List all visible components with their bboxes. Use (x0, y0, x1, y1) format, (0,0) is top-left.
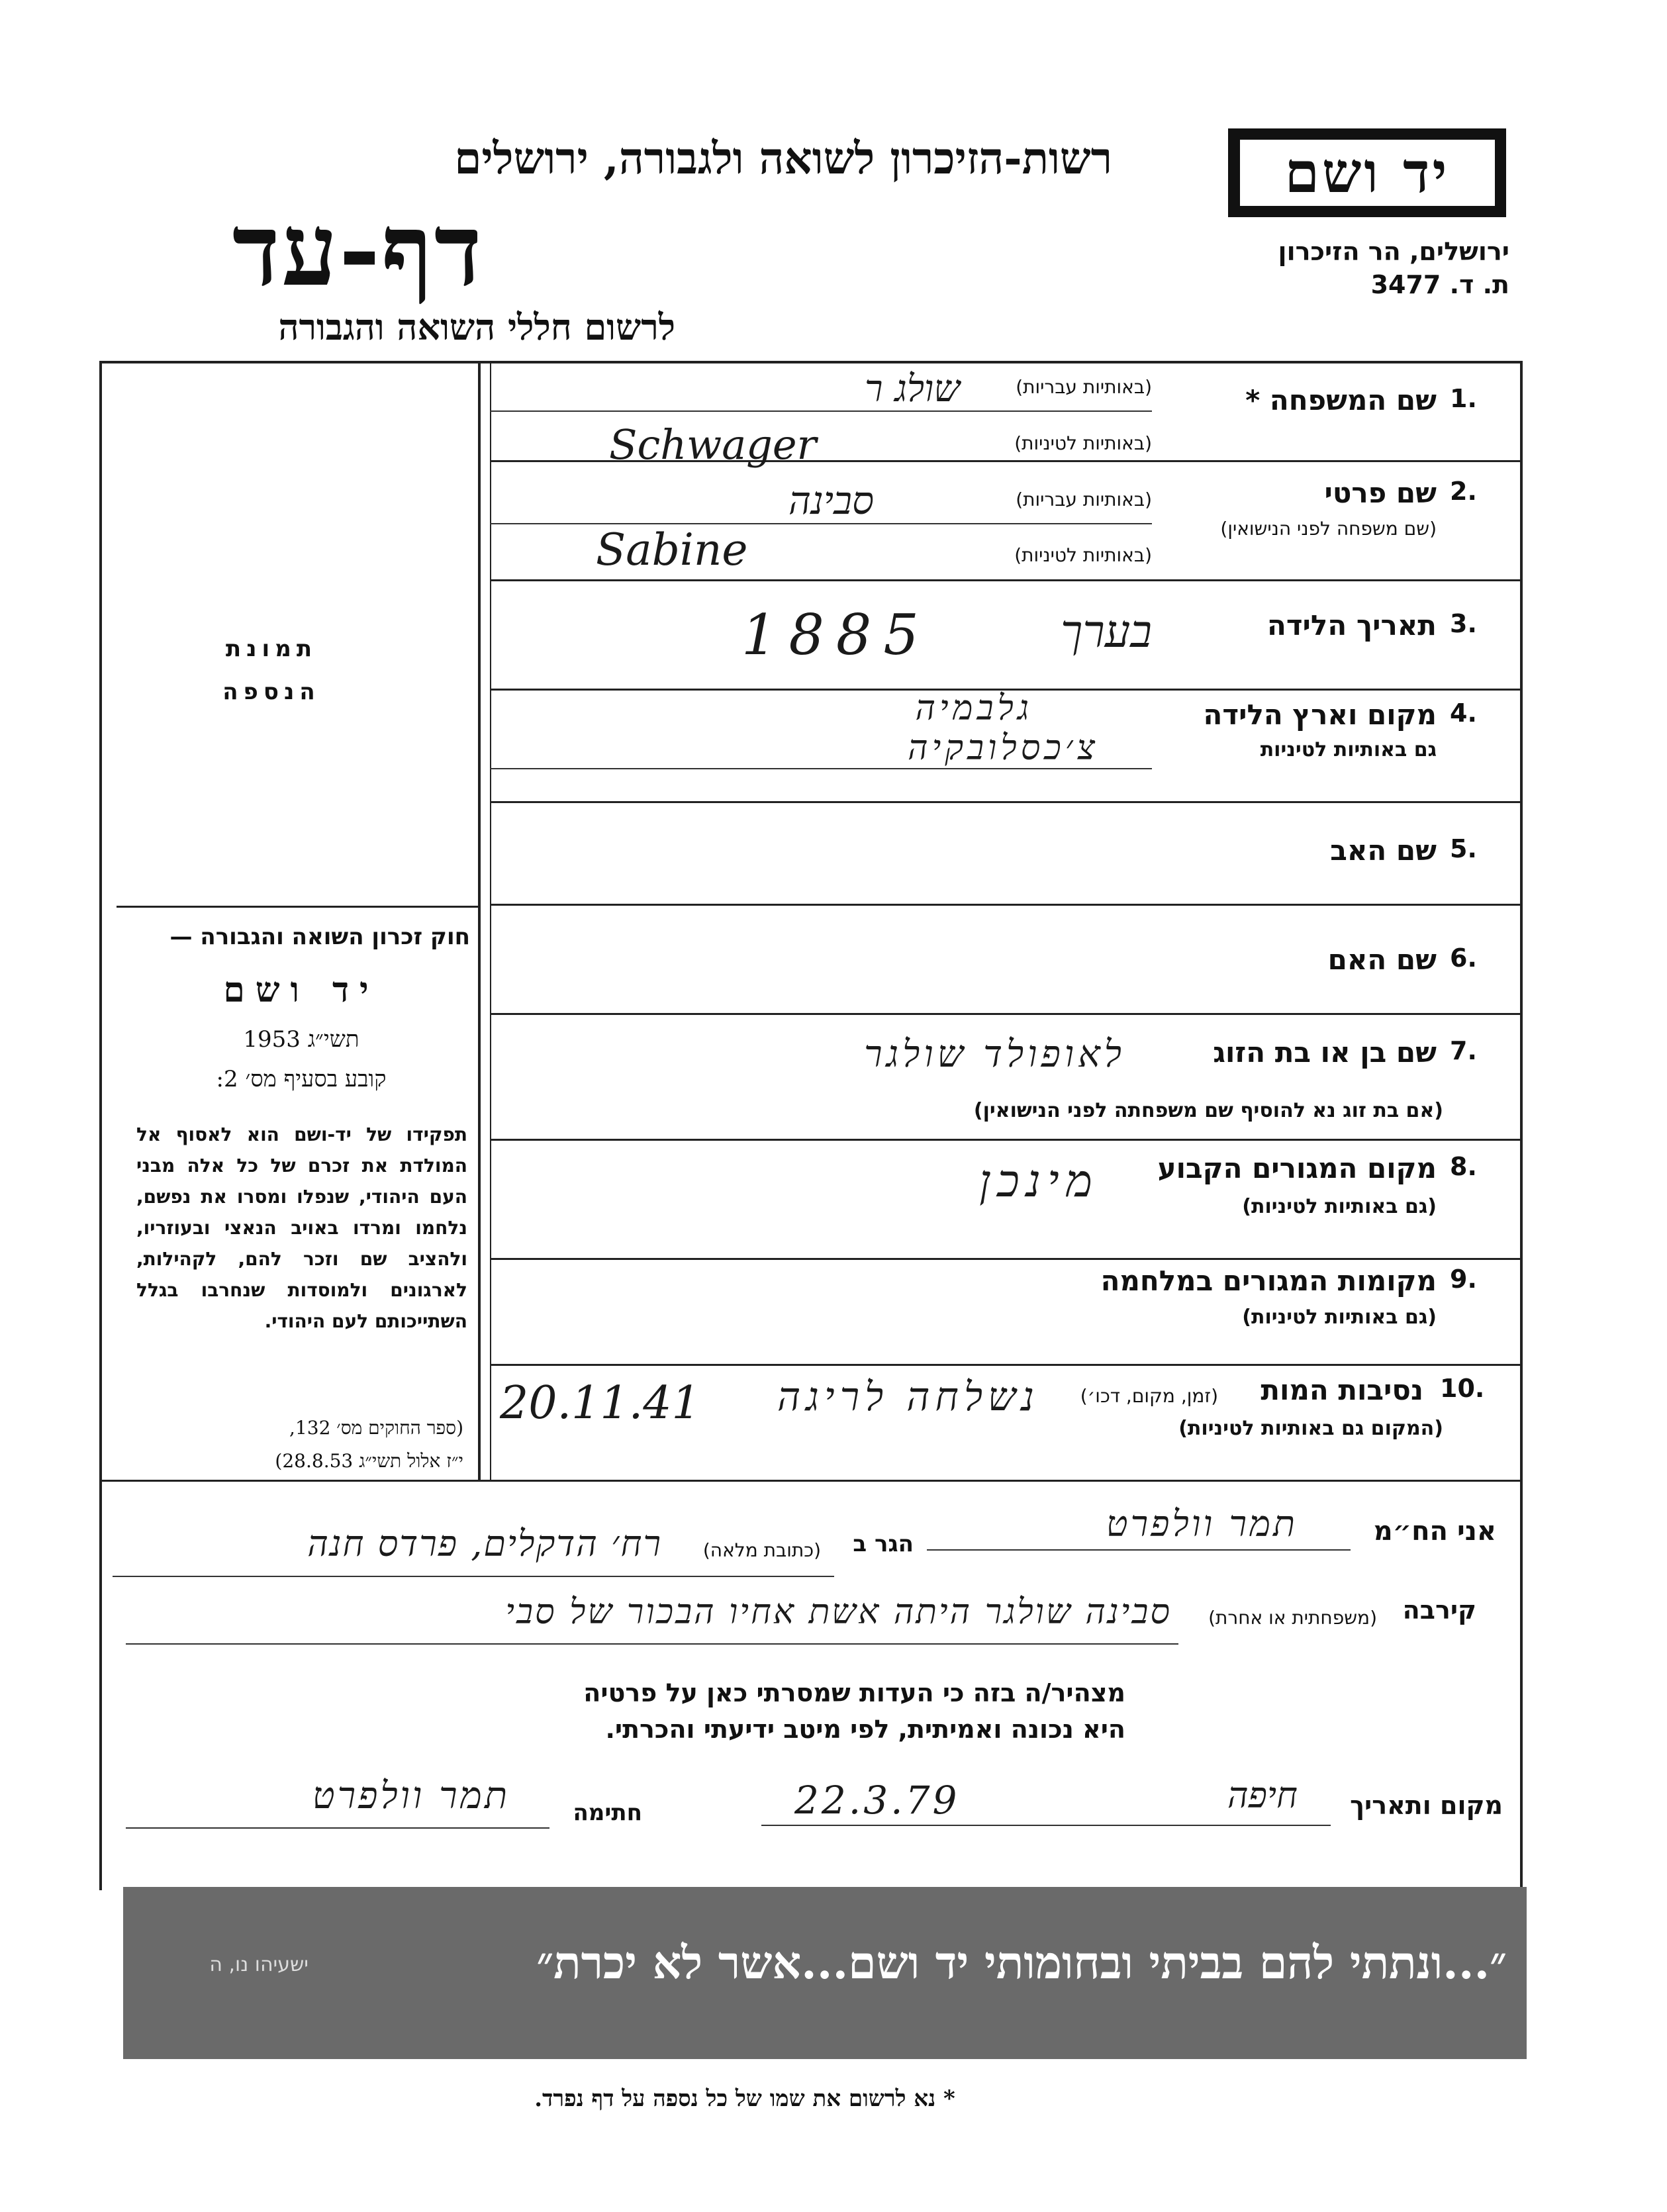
field-2-latin-value[interactable]: Sabine (596, 524, 748, 575)
law-heading: חוק זכרון השואה והגבורה — (169, 924, 470, 950)
declarant-label: אני הח״מ (1373, 1516, 1496, 1547)
field-4-note: גם באותיות לטיניות (1260, 738, 1437, 761)
field-7-value[interactable]: לאופולד שולגר (864, 1033, 1125, 1076)
logo-text: יד ושם (1240, 140, 1495, 206)
yad-vashem-logo (1228, 128, 1506, 217)
field-1-latin-value[interactable]: Schwager (609, 420, 817, 469)
field-7-note: (אם בת זוג נא להוסיף שם משפחתה לפני הנישואין) (973, 1099, 1443, 1122)
field-2-note: (שם משפחה לפני הנישואין) (1220, 518, 1437, 540)
field-8-note: (גם באותיות לטיניות) (1242, 1195, 1437, 1218)
field-4-number: 4. (1450, 698, 1477, 728)
photo-label-line2: הנספה (222, 679, 320, 705)
field-2-latin-hint: (באותיות לטיניות) (1014, 544, 1152, 566)
field-1-label: שם המשפחה * (1245, 384, 1437, 416)
resident-label: הגר ב (853, 1531, 914, 1557)
po-box: ת. ד. 3477 (1370, 270, 1509, 299)
place-value[interactable]: חיפה (1227, 1774, 1298, 1816)
field-3-approx-value[interactable]: בערך (1060, 606, 1152, 658)
relation-value[interactable]: סבינה שולגר היתה אשת אחיו הבכור של סבי (505, 1592, 1172, 1632)
law-clause: קובע בסעיף מס׳ 2: (216, 1066, 387, 1092)
field-4-value-2[interactable]: צ׳כסלובקיה (908, 728, 1099, 768)
field-1a-line (490, 410, 1152, 412)
field-2-hebrew-value[interactable]: סבינה (788, 478, 874, 523)
field-2-label: שם פרטי (1324, 477, 1437, 509)
row-sep-5 (490, 904, 1523, 906)
field-10-number: 10. (1440, 1374, 1485, 1403)
field-3-number: 3. (1450, 609, 1477, 638)
row-sep-4 (490, 801, 1523, 803)
field-2-hebrew-hint: (באותיות עבריות) (1016, 489, 1152, 510)
declarant-line (927, 1549, 1351, 1551)
left-panel-divider (117, 906, 481, 908)
field-3-year-value[interactable]: 1885 (741, 602, 931, 667)
address-value[interactable]: רח׳ הדקלים, פרדס חנה (307, 1523, 662, 1564)
law-body: תפקידו של יד-ושם הוא לאסוף אל המולדת את זכרם של כל אלה מבני העם היהודי, שנפלו ומסרו את נפשם, נלחמו ומרדו באויב הנאצי ובעוזריו, ולהציב שם וזכר להם, לקהילות, לארגונים ולמוסדות שנחרבו בגלל השתייכותם לעם היהודי. (136, 1124, 467, 1332)
field-7-label: שם בן או בת הזוג (1213, 1036, 1437, 1069)
field-1-hebrew-value[interactable]: שולג ר (865, 367, 960, 410)
row-sep-7 (490, 1139, 1523, 1141)
field-2a-line (490, 523, 1152, 524)
field-10-label: נסיבות המות (1261, 1374, 1423, 1406)
quote-banner (123, 1887, 1527, 2059)
statement-line-1: מצהיר/ה בזה כי העדות שמסרתי כאן על פרטיה (583, 1678, 1125, 1707)
row-sep-2 (490, 579, 1523, 581)
law-reference-1: (ספר החוקים מס׳ 132, (289, 1417, 463, 1439)
statement-line-2: היא נכונה ואמיתית, לפי מיטב ידיעתי והכרתי. (605, 1715, 1125, 1744)
signature-label: חתימה (573, 1800, 642, 1826)
law-name: יד ושם (223, 970, 379, 1010)
field-4-label: מקום וארץ הלידה (1203, 698, 1437, 731)
field-8-number: 8. (1450, 1152, 1477, 1181)
address-line (113, 1576, 834, 1577)
field-9-note: (גם באותיות לטיניות) (1242, 1306, 1437, 1329)
field-10-hint: (זמן, מקום, דכו׳) (1080, 1385, 1218, 1407)
field-9-label: מקומות המגורים במלחמה (1100, 1265, 1437, 1297)
row-sep-9 (490, 1364, 1523, 1366)
date-value[interactable]: 22.3.79 (794, 1778, 960, 1823)
form-subtitle: לרשום חללי השואה והגבורה (278, 306, 675, 348)
section-divider (99, 1480, 1523, 1482)
relation-note: (משפחתית או אחרת) (1208, 1607, 1377, 1629)
field-5-label: שם האב (1330, 834, 1437, 867)
declarant-value[interactable]: תמר וולפרט (1106, 1503, 1298, 1545)
form-left-border (99, 361, 102, 1890)
column-divider-outer (478, 361, 481, 1480)
place-date-line (761, 1825, 1331, 1826)
relation-label: קירבה (1402, 1596, 1476, 1625)
relation-line (126, 1643, 1178, 1645)
photo-label-line1: תמונת (225, 636, 318, 662)
law-year: תשי״ג 1953 (243, 1026, 359, 1053)
field-1-number: 1. (1450, 384, 1477, 413)
field-3-label: תאריך הלידה (1267, 609, 1437, 642)
banner-quote: ״...ונתתי להם בביתי ובחומותי יד ושם...אשר לא יכרת״ (536, 1937, 1507, 1990)
column-divider-inner (490, 361, 491, 1480)
field-8-value[interactable]: מינכן (979, 1155, 1099, 1208)
institution-name: רשות-הזיכרון לשואה ולגבורה, ירושלים (454, 132, 1112, 184)
row-sep-8 (490, 1258, 1523, 1260)
field-9-number: 9. (1450, 1265, 1477, 1294)
field-4-line (490, 768, 1152, 769)
footnote: * נא לרשום את שמו של כל נספה על דף נפרד. (534, 2086, 955, 2112)
field-10-date-value[interactable]: 20.11.41 (500, 1377, 700, 1429)
form-right-border (1520, 361, 1523, 1890)
address-note: (כתובת מלאה) (702, 1539, 821, 1561)
field-8-label: מקום המגורים הקבוע (1157, 1152, 1437, 1184)
field-7-number: 7. (1450, 1036, 1477, 1065)
field-4-value-1[interactable]: גלבמיה (915, 689, 1033, 728)
signature-value[interactable]: תמר וולפרט (312, 1774, 510, 1817)
field-10-note: (המקום גם באותיות לטיניות) (1178, 1417, 1443, 1440)
place-date-label: מקום ותאריך (1350, 1791, 1503, 1820)
form-title: דף-עד (232, 192, 483, 309)
address: ירושלים, הר הזיכרון (1278, 237, 1509, 266)
form-top-border (99, 361, 1523, 363)
field-1-latin-hint: (באותיות לטיניות) (1014, 432, 1152, 454)
banner-source: ישעיהו נו, ה (209, 1953, 309, 1976)
row-sep-6 (490, 1013, 1523, 1015)
signature-line (126, 1827, 549, 1829)
law-reference-2: י״ז אלול תשי״ג 28.8.53) (275, 1450, 463, 1472)
field-5-number: 5. (1450, 834, 1477, 863)
field-6-number: 6. (1450, 943, 1477, 973)
field-2-number: 2. (1450, 477, 1477, 506)
field-6-label: שם האם (1327, 943, 1437, 976)
field-1-hebrew-hint: (באותיות עבריות) (1016, 376, 1152, 398)
field-10-value[interactable]: נשלחה לריגה (777, 1374, 1039, 1420)
